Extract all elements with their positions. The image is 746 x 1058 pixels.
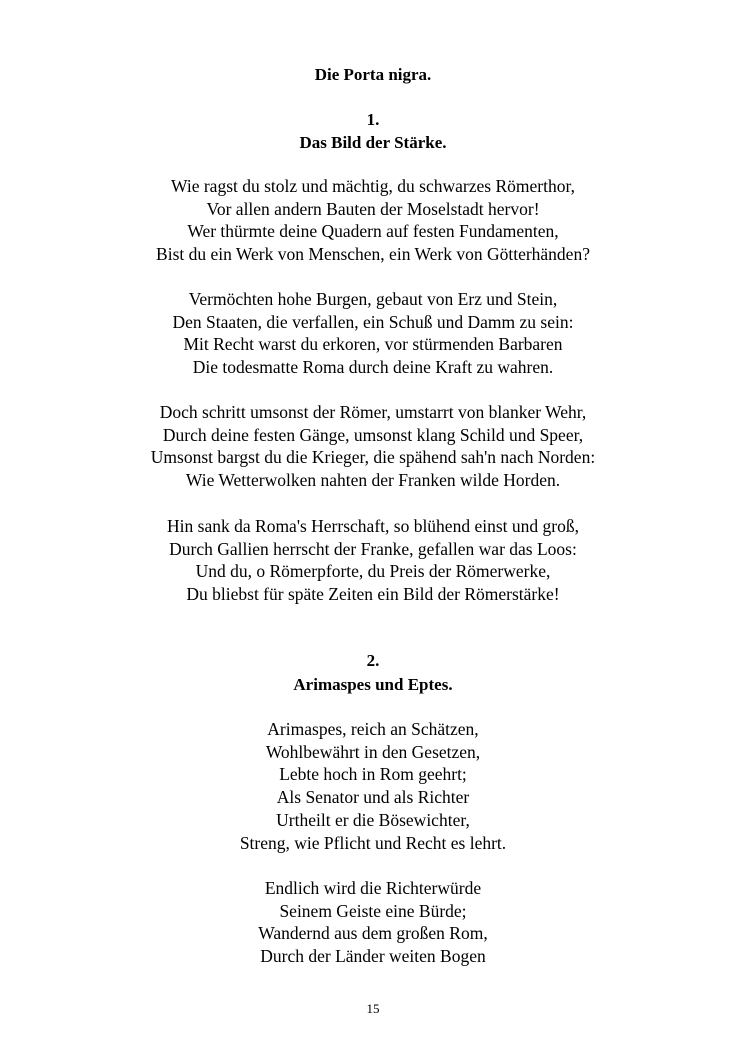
stanza xyxy=(0,718,746,854)
verse-line: Durch deine festen Gänge, umsonst klang Schild und Speer, xyxy=(162,424,584,445)
verse-line: Lebte hoch in Rom geehrt; xyxy=(279,764,467,785)
verse-line: Wie ragst du stolz und mächtig, du schwarzes Römerthor, xyxy=(171,176,575,196)
verse-line: Als Senator und als Richter xyxy=(276,787,470,808)
verse-line: Urtheilt er die Bösewichter, xyxy=(276,809,470,830)
verse-line: Hin sank da Roma's Herrschaft, so blühend einst und groß, xyxy=(167,516,579,536)
verse-line: Durch Gallien herrscht der Franke, gefallen war das Loos: xyxy=(169,538,577,559)
verse-line: Umsonst bargst du die Krieger, die spähend sah'n nach Norden: xyxy=(150,447,596,468)
poem-title: Die Porta nigra. xyxy=(314,65,432,84)
stanza xyxy=(0,401,746,492)
section-number: 2. xyxy=(366,651,380,670)
verse-line: Streng, wie Pflicht und Recht es lehrt. xyxy=(239,832,507,853)
verse-line: Seinem Geiste eine Bürde; xyxy=(279,900,467,921)
verse-line: Den Staaten, die verfallen, ein Schuß und Damm zu sein: xyxy=(172,311,574,332)
verse-line: Durch der Länder weiten Bogen xyxy=(260,946,486,967)
verse-line: Mit Recht warst du erkoren, vor stürmenden Barbaren xyxy=(183,334,563,355)
stanza xyxy=(0,288,746,379)
verse-line: Wohlbewährt in den Gesetzen, xyxy=(265,741,481,762)
verse-line: Und du, o Römerpforte, du Preis der Römerwerke, xyxy=(195,561,551,582)
stanza xyxy=(0,175,746,266)
verse-line: Doch schritt umsonst der Römer, umstarrt von blanker Wehr, xyxy=(159,402,587,422)
section-title: Arimaspes und Eptes. xyxy=(293,675,453,694)
verse-line: Du bliebst für späte Zeiten ein Bild der Römerstärke! xyxy=(186,584,560,605)
section-title: Das Bild der Stärke. xyxy=(299,133,447,152)
verse-line: Bist du ein Werk von Menschen, ein Werk von Götterhänden? xyxy=(156,244,590,265)
verse-line: Wer thürmte deine Quadern auf festen Fundamenten, xyxy=(187,221,559,242)
stanza xyxy=(0,877,746,968)
verse-line: Die todesmatte Roma durch deine Kraft zu wahren. xyxy=(192,357,554,378)
verse-line: Wandernd aus dem großen Rom, xyxy=(258,923,488,944)
verse-line: Vermöchten hohe Burgen, gebaut von Erz und Stein, xyxy=(188,289,558,309)
verse-line: Vor allen andern Bauten der Moselstadt hervor! xyxy=(206,198,540,219)
stanza xyxy=(0,515,746,606)
verse-line: Wie Wetterwolken nahten der Franken wilde Horden. xyxy=(185,470,561,491)
page-number: 15 xyxy=(366,1001,380,1016)
section-number: 1. xyxy=(366,110,380,129)
verse-line: Endlich wird die Richterwürde xyxy=(264,878,482,898)
verse-line: Arimaspes, reich an Schätzen, xyxy=(267,719,479,739)
